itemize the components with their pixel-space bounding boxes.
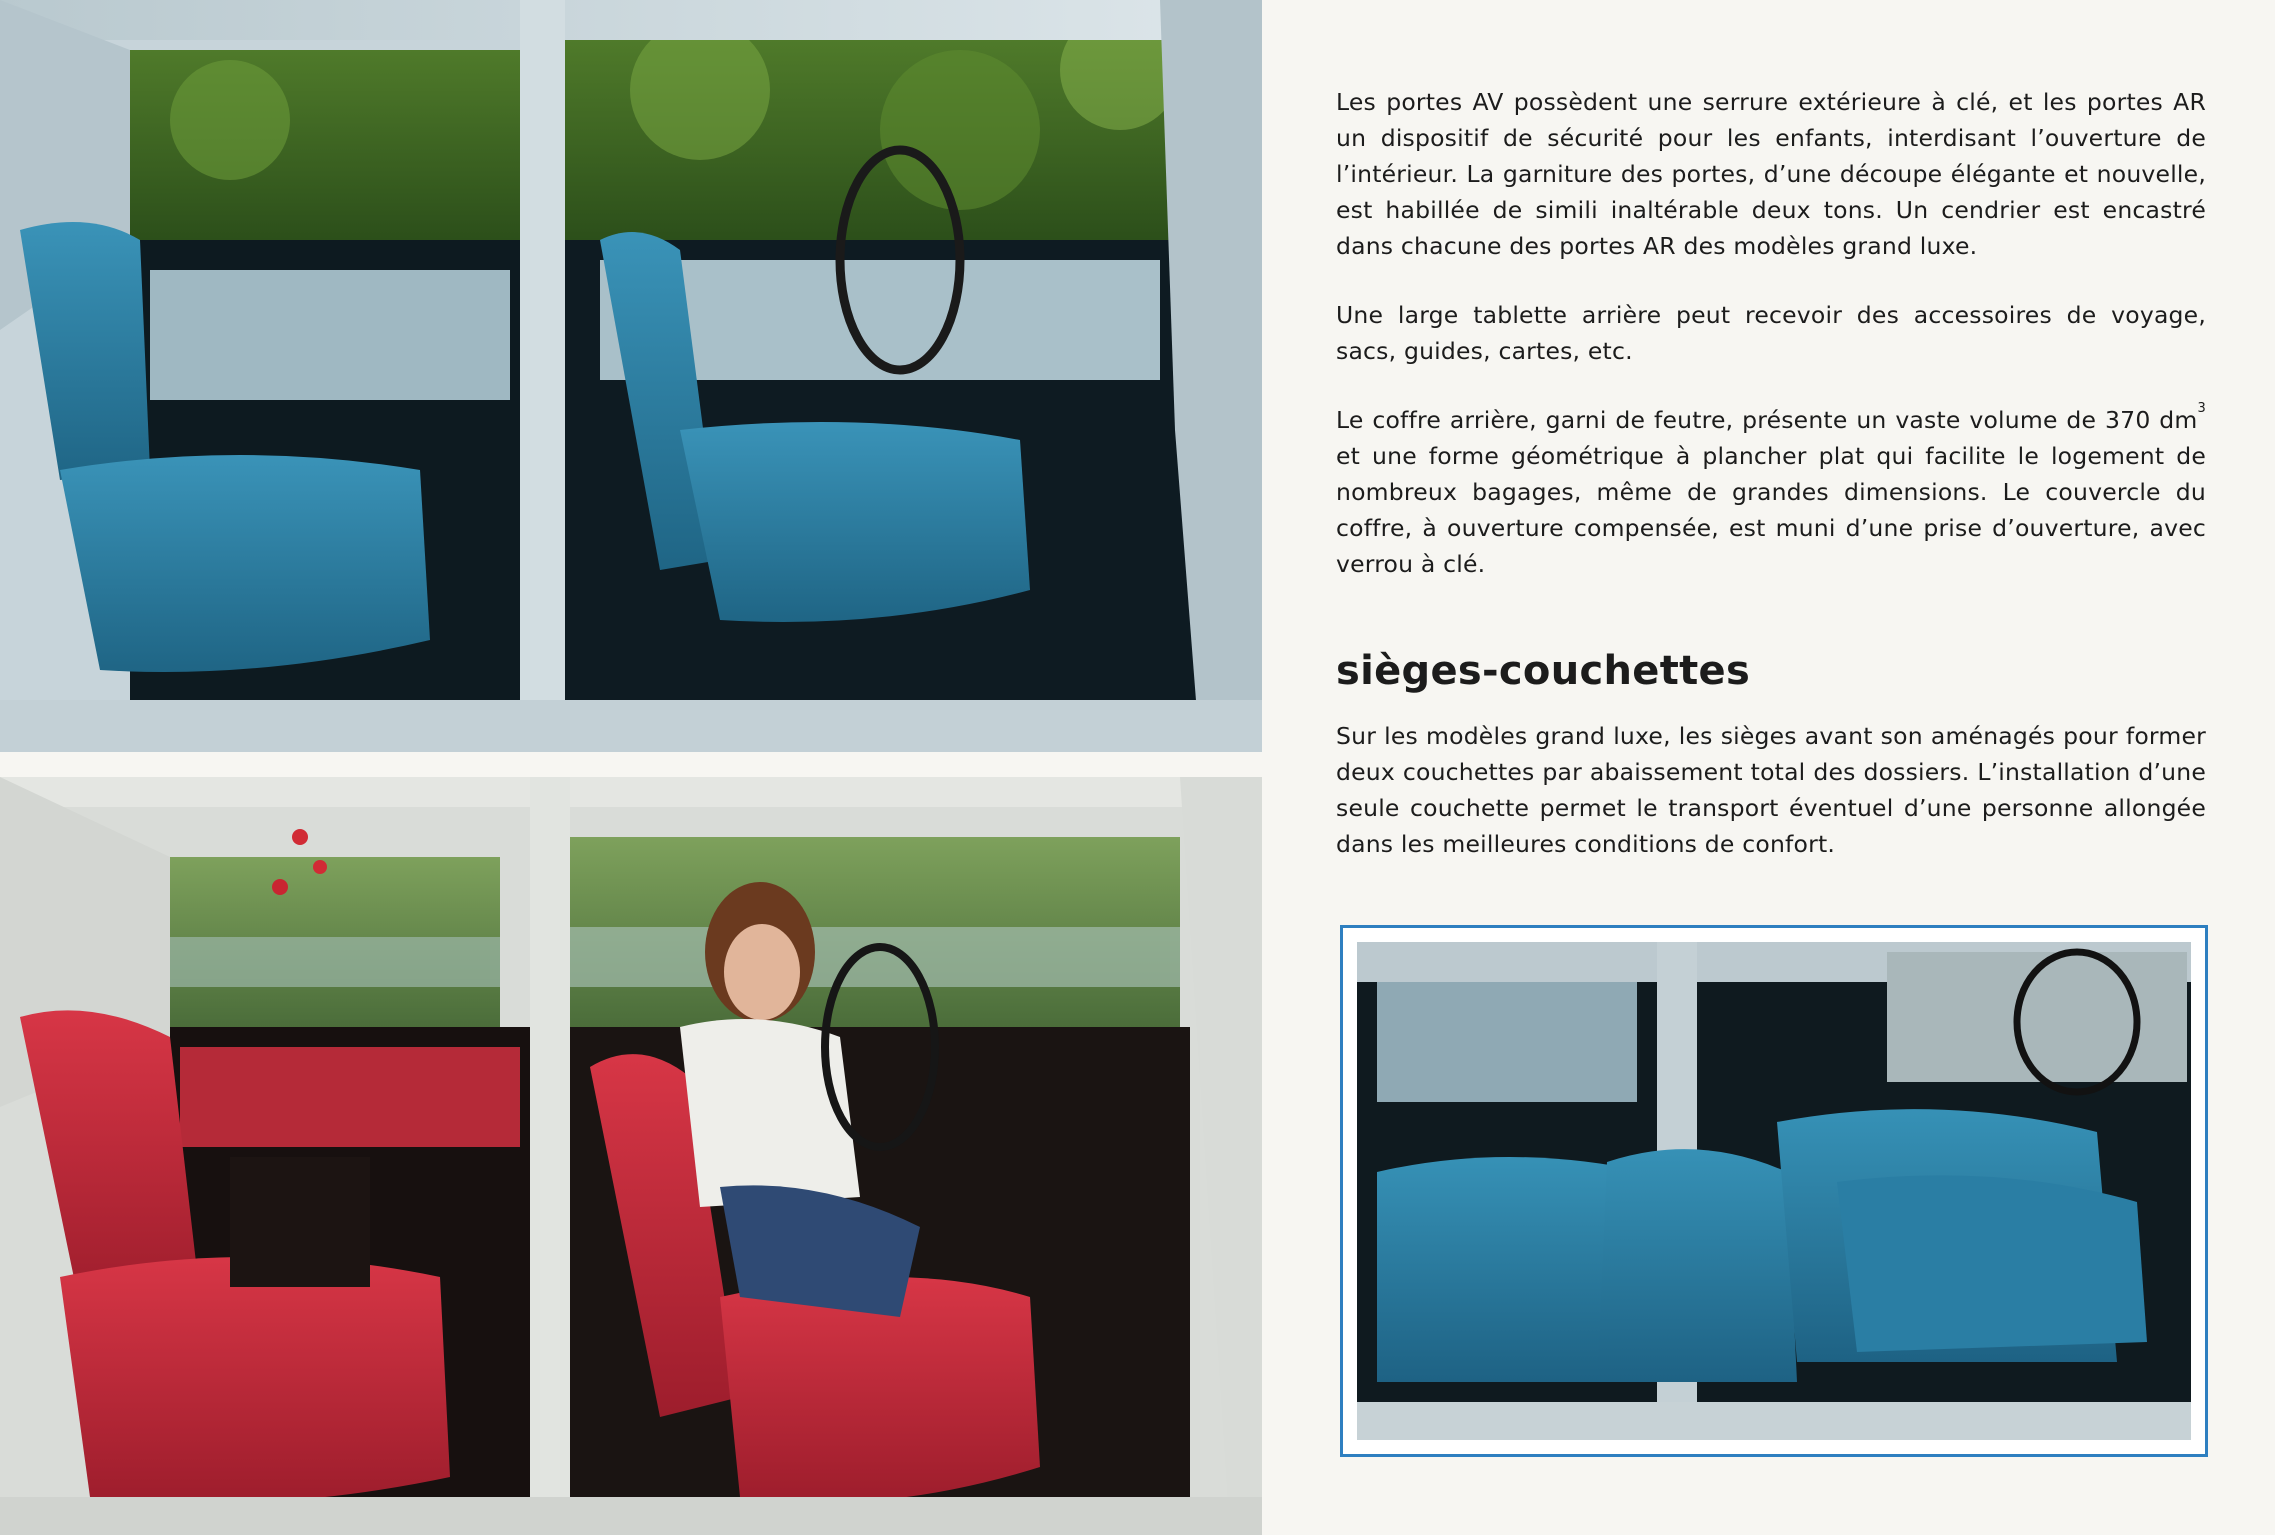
paragraph-shelf: Une large tablette arrière peut recevoir des accessoires de voyage, sacs, guides, cartes, etc. xyxy=(1336,301,2206,365)
text-column xyxy=(1336,84,2206,615)
photo-couchettes xyxy=(1357,942,2191,1440)
photo-gutter xyxy=(0,752,1262,777)
paragraph-couchettes: Sur les modèles grand luxe, les sièges avant son aménagés pour former deux couchettes par abaissement total des dossiers. L’installation d’une seule couchette permet le transport éventuel d’une personne allongée dans les meilleures conditions de confort. xyxy=(1336,722,2206,858)
paragraph-trunk-part2: et une forme géométrique à plancher plat qui facilite le logement de nombreux bagages, même de grandes dimensions. Le couvercle du coffre, à ouverture compensée, est muni d’une prise d’ouverture, avec verrou à clé. xyxy=(1336,442,2206,578)
paragraph-trunk-part1: Le coffre arrière, garni de feutre, présente un vaste volume de 370 dm xyxy=(1336,406,2198,434)
inset-photo-frame xyxy=(1340,925,2208,1457)
photo-red-interior xyxy=(0,777,1262,1535)
paragraph-trunk xyxy=(1336,402,2206,582)
section-heading: sièges-couchettes xyxy=(1336,648,1751,694)
photo-blue-interior xyxy=(0,0,1262,752)
paragraph-doors: Les portes AV possèdent une serrure extérieure à clé, et les portes AR un dispositif de sécurité pour les enfants, interdisant l’ouverture de l’intérieur. La garniture des portes, d’une découpe élégante et nouvelle, est habillée de simili inaltérable deux tons. Un cendrier est encastré dans chacune des portes AR des modèles grand luxe. xyxy=(1336,88,2206,260)
superscript-3: 3 xyxy=(2197,401,2206,416)
